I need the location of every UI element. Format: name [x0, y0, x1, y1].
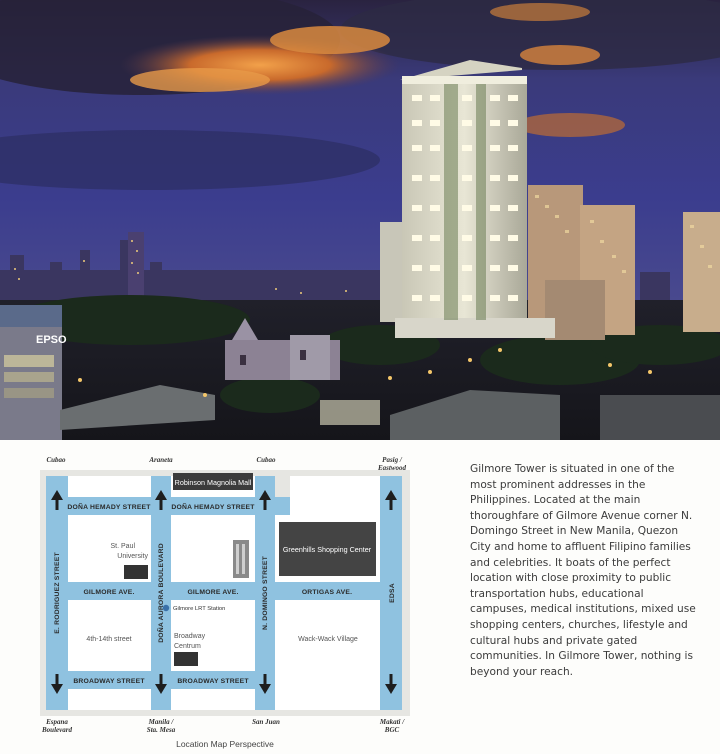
st-paul-label-line2: University	[117, 553, 148, 560]
n-domingo-label: N. DOMINGO STREET	[262, 555, 269, 631]
broadway-centrum-marker	[174, 652, 198, 666]
corner-pasig-line2: Eastwood	[377, 464, 407, 472]
st-paul-marker	[124, 565, 148, 579]
e-rodriguez-label: E. RODRIGUEZ STREET	[54, 552, 61, 634]
dona-aurora-label: DOÑA AURORA BOULEVARD	[158, 543, 165, 643]
sunset-cloud	[515, 113, 625, 137]
map-graphic	[0, 440, 440, 754]
broadway-right-label: BROADWAY STREET	[177, 678, 249, 685]
fourth-fourteenth-label: 4th-14th street	[86, 636, 132, 643]
ortigas-label: ORTIGAS AVE.	[301, 589, 353, 596]
st-paul-label-line1: St. Paul	[110, 543, 135, 550]
greenhills-label: Greenhills Shopping Center	[282, 545, 372, 554]
corner-pasig-line1: Pasig /	[382, 456, 402, 464]
dona-hemady-left-label: DOÑA HEMADY STREET	[67, 504, 151, 511]
dona-hemady-right-label: DOÑA HEMADY STREET	[171, 504, 255, 511]
wack-wack-label: Wack-Wack Village	[298, 636, 358, 643]
broadway-left-label: BROADWAY STREET	[73, 678, 145, 685]
corner-espana-line1: Espana	[46, 718, 68, 726]
sunset-cloud	[490, 3, 590, 21]
edsa-label: EDSA	[389, 583, 396, 603]
location-map	[0, 440, 440, 754]
corner-araneta: Araneta	[149, 456, 173, 464]
corner-cubao-right: Cubao	[256, 456, 276, 464]
corner-san-juan: San Juan	[252, 718, 280, 726]
description-text: Gilmore Tower is situated in one of the most prominent addresses in the Philippines. Located at the main thoroughfare of Gilmore Avenue corner N. Domingo Street in New Manila, Quezon City and home to affluent Filipino families and celebrities. It boats of the perfect location with close proximity to public transportation hubs, educational campuses, medical institutions, mixed use shopping centers, churches, lifestyle and cultural hubs and private gated communities. In Gilmore Tower, nothing is beyond your reach.	[470, 463, 696, 678]
corner-manila-line1: Manila /	[148, 718, 174, 726]
corner-makati-line2: BGC	[384, 726, 400, 734]
sunset-cloud	[130, 68, 270, 92]
corner-espana-line2: Boulevard	[42, 726, 72, 734]
map-caption: Location Map Perspective	[176, 739, 274, 749]
corner-cubao-left: Cubao	[46, 456, 66, 464]
gilmore-tower-icon	[233, 540, 249, 578]
corner-manila-line2: Sta. Mesa	[146, 726, 176, 734]
building-sign: EPSO	[36, 334, 67, 346]
corner-makati-line1: Makati /	[379, 718, 405, 726]
gilmore-left-label: GILMORE AVE.	[83, 589, 135, 596]
sunset-cloud	[520, 45, 600, 65]
broadway-centrum-line2: Centrum	[174, 643, 201, 650]
gilmore-right-label: GILMORE AVE.	[187, 589, 239, 596]
robinson-mall-label: Robinson Magnolia Mall	[174, 478, 252, 487]
description-block	[470, 462, 698, 680]
broadway-centrum-line1: Broadway	[174, 633, 206, 640]
lrt-label: Gilmore LRT Station	[173, 606, 226, 612]
sunset-cloud	[270, 26, 390, 54]
